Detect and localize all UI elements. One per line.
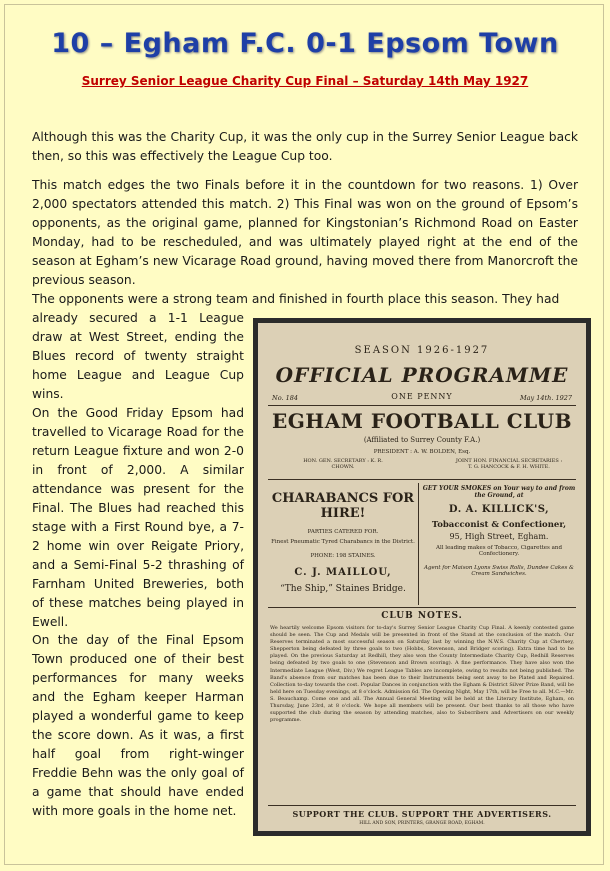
programme-image — [253, 318, 591, 836]
advert-charabancs-phone: PHONE: 198 STAINES. — [310, 553, 376, 559]
programme-affiliation: (Affiliated to Surrey County F.A.) — [363, 436, 481, 444]
programme-paper — [258, 323, 586, 831]
page-subtitle: Surrey Senior League Charity Cup Final – Saturday 14th May 1927 — [81, 74, 529, 88]
programme-president: PRESIDENT : A. W. BOLDEN, Esq. — [373, 449, 471, 455]
paragraph-3-continued: already secured a 1-1 League draw at West Street, ending the Blues record of twenty straight home League and League Cup wins. — [32, 311, 244, 401]
advert-killick-trade: Tobacconist & Confectioner, — [431, 520, 567, 530]
paragraph-3-line-1: The opponents were a strong team and finished in fourth place this season. They had — [32, 292, 560, 306]
programme-price: ONE PENNY — [391, 392, 453, 401]
programme-date: May 14th. 1927 — [519, 394, 572, 402]
advert-charabancs-finest: Finest Pneumatic Tyred Charabancs in the District. — [271, 539, 415, 545]
programme-hon-secretary: HON. GEN. SECRETARY : K. R. CHOWN. — [303, 458, 383, 470]
programme-divider — [268, 805, 576, 806]
programme-printer: HILL AND SON, PRINTERS, GRANGE ROAD, EGHAM. — [359, 821, 485, 826]
programme-divider — [268, 479, 576, 480]
advert-charabancs-parties: PARTIES CATERED FOR. — [307, 529, 379, 535]
programme-financial-secretaries: JOINT HON. FINANCIAL SECRETARIES : T. G. HANCOCK & F. H. WHITE. — [455, 458, 563, 470]
paragraph-5: On the day of the Final Epsom Town produced one of their best performances for many weeks and the Egham keeper Harman played a wonderful game to keep the score down. As it was, a first half goal from right-winger Freddie Behn was the only goal of a game that should have ended with more goals in the home net. — [32, 633, 244, 818]
advert-charabancs — [268, 483, 419, 605]
advert-charabancs-address: “The Ship,” Staines Bridge. — [280, 584, 406, 594]
paragraph-1: Although this was the Charity Cup, it was the only cup in the Surrey Senior League back then, so this was effectively the League Cup too. — [32, 130, 578, 163]
programme-official-title: OFFICIAL PROGRAMME — [275, 363, 569, 387]
programme-season: SEASON 1926-1927 — [354, 345, 490, 356]
paragraph-2: This match edges the two Finals before it in the countdown for two reasons. 1) Over 2,000 spectators attended this match. 2) This Final was won on the ground of Epsom’s opponents, as the original game, planned for Kingstonian’s Richmond Road on Easter Monday, had to be rescheduled, and was ultimately played right at the end of the season at Egham’s new Vicarage Road ground, having moved there from Manorcroft the previous season. — [32, 178, 578, 287]
advert-killick-agent: Agent for Maison Lyons Swiss Rolls, Dundee Cakes & Cream Sandwiches. — [424, 565, 574, 577]
club-notes-text: We heartily welcome Epsom visitors for to-day's Surrey Senior League Charity Cup Final. A keenly contested game should be seen. The Cup and Medals will be presented in front of the Stand at the conclusion of the match. Our Reserves terminated a most successful season on Saturday last by winning the N.W.S. Charity Cup at Chertsey, Shepperton being defeated by three goals to two (Hobbs, Stevenson, and Bridger scoring). Extra time had to be played. On the previous Saturday at Redhill, they also won the County Intermediate Charity Cup, Redhill Reserves being defeated by two goals to one (Stevenson and Brown scoring). A fine performance. They have also won the Intermediate League (West, Div.) We regret League Tables are incomplete, owing to results not being published. The Band's absence from our matches has been due to their Instruments being sent away to be Plated and Repaired. Collection to-day towards the cost. Popular Dances in conjunction with the Egham & District Silver Prize Band, will be held here on Tuesday evenings, at 8 o'clock. Admission 6d. The Opening Night, May 17th, will be Free to all. M.C.—Mr. S. Beauchamp. Come one and all. The Annual General Meeting will be held at the Literary Institute, Egham, on Thursday, June 23rd, at 8 o'clock. We hope all members will be present. Our best thanks to all those who have supported the club during the season by attending matches, also to Subscribers and Advertisers on our weekly programme. — [270, 625, 574, 724]
paragraph-4: On the Good Friday Epsom had travelled to Vicarage Road for the return League fixture and won 2-0 in front of 2,000. A similar attendance was present for the Final. The Blues had reached this stage with a First Round bye, a 7-2 home win over Reigate Priory, and a Semi-Final 5-2 thrashing of Farnham United Breweries, both of these matches being played in Ewell. — [32, 406, 244, 629]
programme-club-name: EGHAM FOOTBALL CLUB — [271, 409, 572, 433]
programme-support-line: SUPPORT THE CLUB. SUPPORT THE ADVERTISERS. — [292, 809, 552, 819]
advert-charabancs-name: C. J. MAILLOU, — [294, 567, 392, 578]
advert-killick-address: 95, High Street, Egham. — [449, 532, 549, 541]
advert-killick — [420, 483, 578, 605]
advert-killick-smokes: GET YOUR SMOKES on Your way to and from the Ground, at — [422, 485, 576, 499]
advert-killick-leading: All leading makes of Tobacco, Cigarettes and Confectionery. — [436, 545, 562, 557]
page-title: 10 – Egham F.C. 0-1 Epsom Town — [51, 28, 559, 59]
programme-number: No. 184 — [272, 394, 299, 402]
advert-killick-name: D. A. KILLICK'S, — [448, 504, 550, 515]
programme-divider — [268, 405, 576, 406]
advert-charabancs-title: CHARABANCS FOR HIRE! — [271, 491, 415, 521]
club-notes-heading: CLUB NOTES. — [381, 611, 463, 621]
programme-divider — [268, 607, 576, 608]
